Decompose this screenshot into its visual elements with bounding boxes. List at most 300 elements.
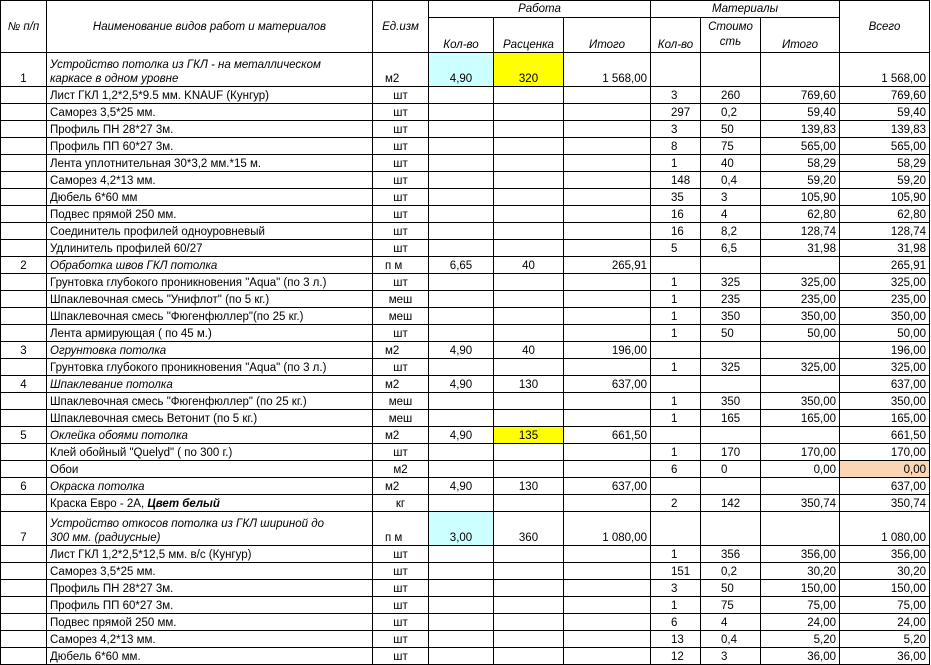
row-name xyxy=(47,206,373,223)
row-mat-sum xyxy=(761,512,840,546)
row-work-rate xyxy=(494,206,564,223)
row-name xyxy=(47,495,373,512)
row-work-qty: 6,65 xyxy=(429,257,494,274)
row-work-qty xyxy=(429,240,494,257)
row-name-text: Грунтовка глубокого проникновения "Aqua" (по 3 л.) xyxy=(50,277,327,289)
row-work-rate: 360 xyxy=(494,512,564,546)
work-row xyxy=(1,427,930,444)
row-work-qty xyxy=(429,597,494,614)
row-name-text: Профиль ПН 28*27 3м. xyxy=(50,124,174,136)
row-work-rate xyxy=(494,223,564,240)
material-row xyxy=(1,308,930,325)
row-unit: шт xyxy=(373,274,429,291)
row-work-rate xyxy=(494,308,564,325)
row-mat-cost: 50 xyxy=(701,121,761,138)
row-name-line1: Устройство откосов потолка из ГКЛ шириной до xyxy=(50,518,324,530)
row-mat-qty xyxy=(651,512,701,546)
row-unit: п м xyxy=(373,512,429,546)
row-mat-qty: 1 xyxy=(651,155,701,172)
row-work-qty xyxy=(429,138,494,155)
row-work-qty xyxy=(429,461,494,478)
row-work-rate xyxy=(494,240,564,257)
row-work-rate: 135 xyxy=(494,427,564,444)
material-row xyxy=(1,223,930,240)
row-mat-cost: 50 xyxy=(701,325,761,342)
material-row xyxy=(1,104,930,121)
header-subtotal: Итого xyxy=(564,18,651,53)
row-total: 59,20 xyxy=(840,172,930,189)
row-num xyxy=(1,648,47,665)
row-mat-qty: 3 xyxy=(651,87,701,104)
row-work-sum xyxy=(564,172,651,189)
header-cost-l1: Стоимо xyxy=(708,21,753,33)
row-work-qty xyxy=(429,104,494,121)
row-work-qty xyxy=(429,291,494,308)
row-name-text: Саморез 4,2*13 мм. xyxy=(50,175,156,187)
row-num xyxy=(1,121,47,138)
row-total: 128,74 xyxy=(840,223,930,240)
row-mat-qty: 1 xyxy=(651,325,701,342)
header-name: Наименование видов работ и материалов xyxy=(47,1,373,53)
row-work-sum xyxy=(564,563,651,580)
row-unit: п м xyxy=(373,257,429,274)
row-mat-qty: 3 xyxy=(651,121,701,138)
row-work-rate xyxy=(494,648,564,665)
row-work-qty xyxy=(429,206,494,223)
row-name xyxy=(47,87,373,104)
row-work-sum xyxy=(564,291,651,308)
row-num xyxy=(1,563,47,580)
row-unit: шт xyxy=(373,597,429,614)
row-mat-cost: 235 xyxy=(701,291,761,308)
row-work-qty xyxy=(429,121,494,138)
material-row xyxy=(1,87,930,104)
row-work-qty xyxy=(429,631,494,648)
row-mat-sum: 325,00 xyxy=(761,359,840,376)
row-name-bold: Цвет белый xyxy=(147,498,220,510)
row-work-sum: 1 080,00 xyxy=(564,512,651,546)
row-name xyxy=(47,223,373,240)
material-row xyxy=(1,614,930,631)
row-total: 59,40 xyxy=(840,104,930,121)
row-name xyxy=(47,155,373,172)
row-mat-cost: 4 xyxy=(701,206,761,223)
row-name xyxy=(47,291,373,308)
row-unit: шт xyxy=(373,631,429,648)
row-work-qty xyxy=(429,223,494,240)
row-num xyxy=(1,631,47,648)
material-row xyxy=(1,563,930,580)
row-mat-qty: 13 xyxy=(651,631,701,648)
row-name xyxy=(47,444,373,461)
row-name-text: Профиль ПН 28*27 3м. xyxy=(50,583,174,595)
row-mat-cost: 170 xyxy=(701,444,761,461)
row-unit: м2 xyxy=(373,461,429,478)
row-unit: шт xyxy=(373,580,429,597)
material-row xyxy=(1,291,930,308)
material-row xyxy=(1,206,930,223)
row-work-qty xyxy=(429,614,494,631)
material-row xyxy=(1,597,930,614)
row-unit: шт xyxy=(373,359,429,376)
row-name xyxy=(47,308,373,325)
row-mat-sum: 24,00 xyxy=(761,614,840,631)
row-mat-sum: 350,00 xyxy=(761,308,840,325)
row-num xyxy=(1,206,47,223)
row-mat-qty: 2 xyxy=(651,495,701,512)
row-work-sum xyxy=(564,87,651,104)
row-mat-cost: 6,5 xyxy=(701,240,761,257)
row-total: 0,00 xyxy=(840,461,930,478)
row-name-text: Лента уплотнительная 30*3,2 мм.*15 м. xyxy=(50,158,262,170)
row-mat-sum: 36,00 xyxy=(761,648,840,665)
row-work-sum xyxy=(564,597,651,614)
row-mat-qty: 1 xyxy=(651,393,701,410)
row-mat-cost xyxy=(701,257,761,274)
row-mat-qty: 16 xyxy=(651,206,701,223)
row-total: 30,20 xyxy=(840,563,930,580)
row-mat-sum: 325,00 xyxy=(761,274,840,291)
row-work-qty xyxy=(429,308,494,325)
row-mat-cost xyxy=(701,376,761,393)
row-mat-qty: 8 xyxy=(651,138,701,155)
row-mat-cost: 260 xyxy=(701,87,761,104)
row-num xyxy=(1,410,47,427)
row-name xyxy=(47,393,373,410)
row-mat-qty: 148 xyxy=(651,172,701,189)
row-work-sum xyxy=(564,546,651,563)
row-total: 75,00 xyxy=(840,597,930,614)
row-unit: шт xyxy=(373,325,429,342)
row-num xyxy=(1,172,47,189)
row-work-rate xyxy=(494,121,564,138)
row-mat-qty: 5 xyxy=(651,240,701,257)
row-mat-sum: 350,74 xyxy=(761,495,840,512)
row-mat-qty: 1 xyxy=(651,597,701,614)
row-mat-qty xyxy=(651,478,701,495)
row-mat-sum: 105,90 xyxy=(761,189,840,206)
row-work-qty xyxy=(429,359,494,376)
work-row xyxy=(1,257,930,274)
row-name xyxy=(47,563,373,580)
row-name-text: Грунтовка глубокого проникновения "Aqua" (по 3 л.) xyxy=(50,362,327,374)
row-total: 235,00 xyxy=(840,291,930,308)
row-unit: кг xyxy=(373,495,429,512)
row-mat-qty: 12 xyxy=(651,648,701,665)
row-mat-qty: 1 xyxy=(651,444,701,461)
row-work-qty xyxy=(429,580,494,597)
row-name-text: Саморез 4,2*13 мм. xyxy=(50,634,156,646)
row-name-text: Профиль ПП 60*27 3м. xyxy=(50,600,174,612)
row-total: 1 568,00 xyxy=(840,53,930,87)
row-num xyxy=(1,223,47,240)
row-name xyxy=(47,325,373,342)
row-name xyxy=(47,427,373,444)
row-mat-cost: 142 xyxy=(701,495,761,512)
row-mat-cost: 3 xyxy=(701,648,761,665)
row-work-qty: 4,90 xyxy=(429,427,494,444)
row-name xyxy=(47,546,373,563)
row-work-rate xyxy=(494,291,564,308)
row-name xyxy=(47,512,373,546)
row-mat-cost: 350 xyxy=(701,393,761,410)
row-mat-cost xyxy=(701,427,761,444)
row-mat-cost: 0,2 xyxy=(701,104,761,121)
row-mat-qty: 151 xyxy=(651,563,701,580)
row-num xyxy=(1,274,47,291)
row-mat-sum xyxy=(761,257,840,274)
row-mat-sum: 5,20 xyxy=(761,631,840,648)
header-rate: Расценка xyxy=(494,18,564,53)
row-mat-cost: 75 xyxy=(701,138,761,155)
row-name-text: Подвес прямой 250 мм. xyxy=(50,209,177,221)
row-mat-qty xyxy=(651,53,701,87)
row-work-sum: 196,00 xyxy=(564,342,651,359)
row-total: 196,00 xyxy=(840,342,930,359)
row-work-sum xyxy=(564,274,651,291)
row-mat-sum xyxy=(761,427,840,444)
row-unit: шт xyxy=(373,648,429,665)
row-mat-cost: 4 xyxy=(701,614,761,631)
row-num xyxy=(1,87,47,104)
row-work-sum xyxy=(564,461,651,478)
row-num xyxy=(1,495,47,512)
row-total: 350,74 xyxy=(840,495,930,512)
row-mat-cost xyxy=(701,342,761,359)
row-total: 769,60 xyxy=(840,87,930,104)
row-mat-sum: 31,98 xyxy=(761,240,840,257)
row-mat-sum: 59,40 xyxy=(761,104,840,121)
row-mat-sum: 235,00 xyxy=(761,291,840,308)
row-mat-cost: 50 xyxy=(701,580,761,597)
table-body xyxy=(1,53,930,665)
row-total: 62,80 xyxy=(840,206,930,223)
row-work-rate xyxy=(494,138,564,155)
row-name xyxy=(47,597,373,614)
row-work-sum xyxy=(564,631,651,648)
row-mat-cost: 356 xyxy=(701,546,761,563)
row-total: 165,00 xyxy=(840,410,930,427)
row-name-text: Лист ГКЛ 1,2*2,5*12,5 мм. в/с (Кунгур) xyxy=(50,549,252,561)
row-unit: шт xyxy=(373,223,429,240)
material-row xyxy=(1,410,930,427)
row-work-sum xyxy=(564,359,651,376)
row-work-rate xyxy=(494,325,564,342)
row-mat-sum: 150,00 xyxy=(761,580,840,597)
header-qty: Кол-во xyxy=(429,18,494,53)
row-work-rate xyxy=(494,359,564,376)
row-work-qty: 4,90 xyxy=(429,53,494,87)
row-work-qty xyxy=(429,444,494,461)
row-total: 36,00 xyxy=(840,648,930,665)
row-name-line1: Окраска потолка xyxy=(50,481,145,493)
row-work-rate: 320 xyxy=(494,53,564,87)
row-name xyxy=(47,461,373,478)
material-row xyxy=(1,138,930,155)
row-name-line1: Шпаклевание потолка xyxy=(50,379,173,391)
row-mat-sum xyxy=(761,376,840,393)
row-work-sum xyxy=(564,155,651,172)
row-name xyxy=(47,257,373,274)
row-unit: м2 xyxy=(373,427,429,444)
row-mat-cost: 165 xyxy=(701,410,761,427)
row-unit: шт xyxy=(373,614,429,631)
row-num xyxy=(1,325,47,342)
row-unit: шт xyxy=(373,172,429,189)
row-mat-sum: 350,00 xyxy=(761,393,840,410)
material-row xyxy=(1,631,930,648)
row-num xyxy=(1,444,47,461)
row-num xyxy=(1,546,47,563)
row-work-qty xyxy=(429,393,494,410)
row-num xyxy=(1,189,47,206)
row-num xyxy=(1,461,47,478)
row-work-qty: 3,00 xyxy=(429,512,494,546)
row-mat-sum: 0,00 xyxy=(761,461,840,478)
row-name xyxy=(47,648,373,665)
row-num xyxy=(1,580,47,597)
row-mat-cost: 40 xyxy=(701,155,761,172)
row-name xyxy=(47,189,373,206)
row-work-qty xyxy=(429,325,494,342)
row-work-rate xyxy=(494,393,564,410)
row-name xyxy=(47,478,373,495)
row-work-qty xyxy=(429,648,494,665)
row-work-sum: 1 568,00 xyxy=(564,53,651,87)
row-work-qty xyxy=(429,495,494,512)
work-row xyxy=(1,53,930,87)
row-unit: шт xyxy=(373,138,429,155)
row-mat-qty: 1 xyxy=(651,359,701,376)
row-mat-cost: 0,4 xyxy=(701,631,761,648)
row-name xyxy=(47,376,373,393)
row-work-rate: 130 xyxy=(494,478,564,495)
row-work-rate xyxy=(494,155,564,172)
row-work-rate xyxy=(494,580,564,597)
row-total: 637,00 xyxy=(840,376,930,393)
row-total: 31,98 xyxy=(840,240,930,257)
row-total: 637,00 xyxy=(840,478,930,495)
row-total: 170,00 xyxy=(840,444,930,461)
row-num: 7 xyxy=(1,512,47,546)
row-mat-sum: 565,00 xyxy=(761,138,840,155)
row-work-rate xyxy=(494,614,564,631)
row-mat-qty: 297 xyxy=(651,104,701,121)
row-work-qty xyxy=(429,172,494,189)
row-total: 265,91 xyxy=(840,257,930,274)
row-total: 150,00 xyxy=(840,580,930,597)
row-work-sum xyxy=(564,104,651,121)
row-work-qty: 4,90 xyxy=(429,376,494,393)
row-name-text: Саморез 3,5*25 мм. xyxy=(50,566,156,578)
row-unit: м2 xyxy=(373,478,429,495)
material-row xyxy=(1,121,930,138)
row-work-rate xyxy=(494,546,564,563)
row-mat-sum xyxy=(761,478,840,495)
row-num: 1 xyxy=(1,53,47,87)
row-work-qty xyxy=(429,87,494,104)
row-mat-qty xyxy=(651,342,701,359)
row-name xyxy=(47,121,373,138)
row-mat-qty: 16 xyxy=(651,223,701,240)
header-work: Работа xyxy=(429,1,651,18)
row-name-line1: Обработка швов ГКЛ потолка xyxy=(50,260,218,272)
row-work-qty xyxy=(429,189,494,206)
row-name-line2: 300 мм. (радиусные) xyxy=(50,532,161,544)
row-total: 1 080,00 xyxy=(840,512,930,546)
row-unit: шт xyxy=(373,189,429,206)
row-work-sum xyxy=(564,138,651,155)
row-work-qty xyxy=(429,155,494,172)
row-unit: м2 xyxy=(373,342,429,359)
row-work-rate xyxy=(494,104,564,121)
row-work-sum xyxy=(564,308,651,325)
row-total: 139,83 xyxy=(840,121,930,138)
row-mat-cost xyxy=(701,53,761,87)
row-num xyxy=(1,104,47,121)
row-name-line2: каркасе в одном уровне xyxy=(50,73,179,85)
row-total: 325,00 xyxy=(840,274,930,291)
row-num xyxy=(1,240,47,257)
row-num xyxy=(1,393,47,410)
row-unit: шт xyxy=(373,155,429,172)
row-mat-qty: 6 xyxy=(651,614,701,631)
row-work-rate xyxy=(494,172,564,189)
row-name-text: Дюбель 6*60 мм xyxy=(50,192,138,204)
row-name-text: Профиль ПП 60*27 3м. xyxy=(50,141,174,153)
row-mat-sum: 769,60 xyxy=(761,87,840,104)
row-mat-cost: 75 xyxy=(701,597,761,614)
row-name xyxy=(47,138,373,155)
row-unit: меш xyxy=(373,393,429,410)
row-work-qty: 4,90 xyxy=(429,342,494,359)
row-work-rate xyxy=(494,444,564,461)
row-work-rate xyxy=(494,631,564,648)
row-name-text: Обои xyxy=(50,464,79,476)
row-unit: шт xyxy=(373,563,429,580)
row-total: 325,00 xyxy=(840,359,930,376)
header-cost-l2: сть xyxy=(719,36,742,48)
row-total: 565,00 xyxy=(840,138,930,155)
row-name-text: Соединитель профилей одноуровневый xyxy=(50,226,265,238)
row-mat-qty: 1 xyxy=(651,291,701,308)
material-row xyxy=(1,648,930,665)
material-row xyxy=(1,189,930,206)
row-work-sum xyxy=(564,325,651,342)
row-work-qty: 4,90 xyxy=(429,478,494,495)
row-name-text: Шпаклевочная смесь "Унифлот" (по 5 кг.) xyxy=(50,294,270,306)
row-mat-sum: 59,20 xyxy=(761,172,840,189)
material-row xyxy=(1,546,930,563)
row-total: 661,50 xyxy=(840,427,930,444)
row-mat-qty: 1 xyxy=(651,274,701,291)
row-mat-sum: 170,00 xyxy=(761,444,840,461)
row-unit: м2 xyxy=(373,53,429,87)
row-name-text: Шпаклевочная смесь "Фюгенфюллер"(по 25 кг.) xyxy=(50,311,304,323)
row-unit: меш xyxy=(373,291,429,308)
row-name xyxy=(47,631,373,648)
header-total: Всего xyxy=(840,1,930,53)
row-num: 6 xyxy=(1,478,47,495)
row-work-sum xyxy=(564,495,651,512)
row-unit: шт xyxy=(373,206,429,223)
row-work-sum: 661,50 xyxy=(564,427,651,444)
row-work-qty xyxy=(429,274,494,291)
material-row xyxy=(1,325,930,342)
row-mat-cost: 8,2 xyxy=(701,223,761,240)
row-mat-cost: 0,2 xyxy=(701,563,761,580)
row-work-sum xyxy=(564,410,651,427)
